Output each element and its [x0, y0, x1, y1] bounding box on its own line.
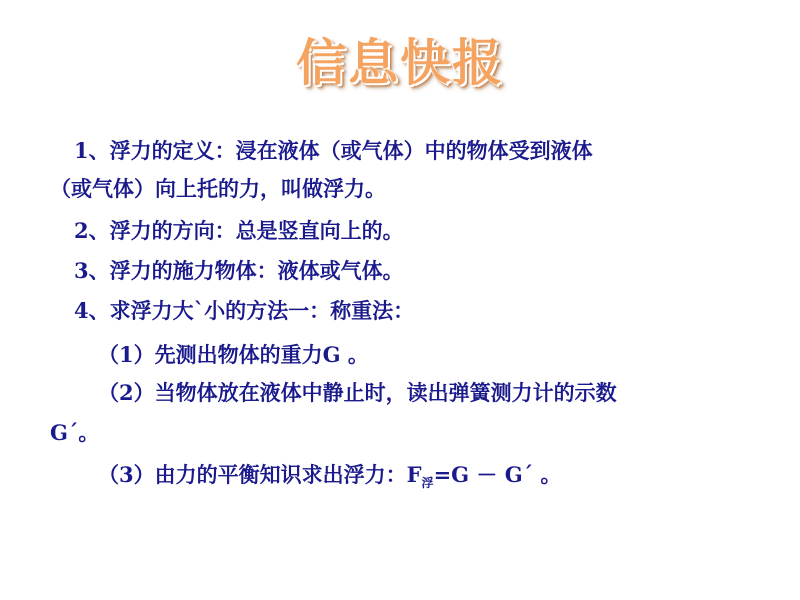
step-3-prefix: （3）由力的平衡知识求出浮力： [98, 462, 407, 487]
direction-line: 2、浮力的方向：总是竖直向上的。 [74, 218, 404, 243]
method-line: 4、求浮力大`小的方法一：称重法： [74, 298, 415, 323]
slide-title: 信息快报 [296, 34, 504, 92]
step-1-line: （1）先测出物体的重力G 。 [98, 342, 369, 367]
buoyancy-symbol: F [406, 462, 422, 487]
definition-line-1: 1、浮力的定义：浸在液体（或气体）中的物体受到液体 [74, 138, 593, 163]
buoyancy-equation: =G － G´ 。 [433, 462, 562, 487]
source-line: 3、浮力的施力物体：液体或气体。 [74, 258, 404, 283]
definition-line-2: （或气体）向上托的力，叫做浮力。 [50, 176, 386, 201]
buoyancy-subscript: 浮 [421, 476, 434, 490]
step-3-line [98, 460, 561, 490]
step-2-line: （2）当物体放在液体中静止时，读出弹簧测力计的示数 [98, 380, 617, 405]
step-2-continuation: G´。 [50, 420, 100, 445]
